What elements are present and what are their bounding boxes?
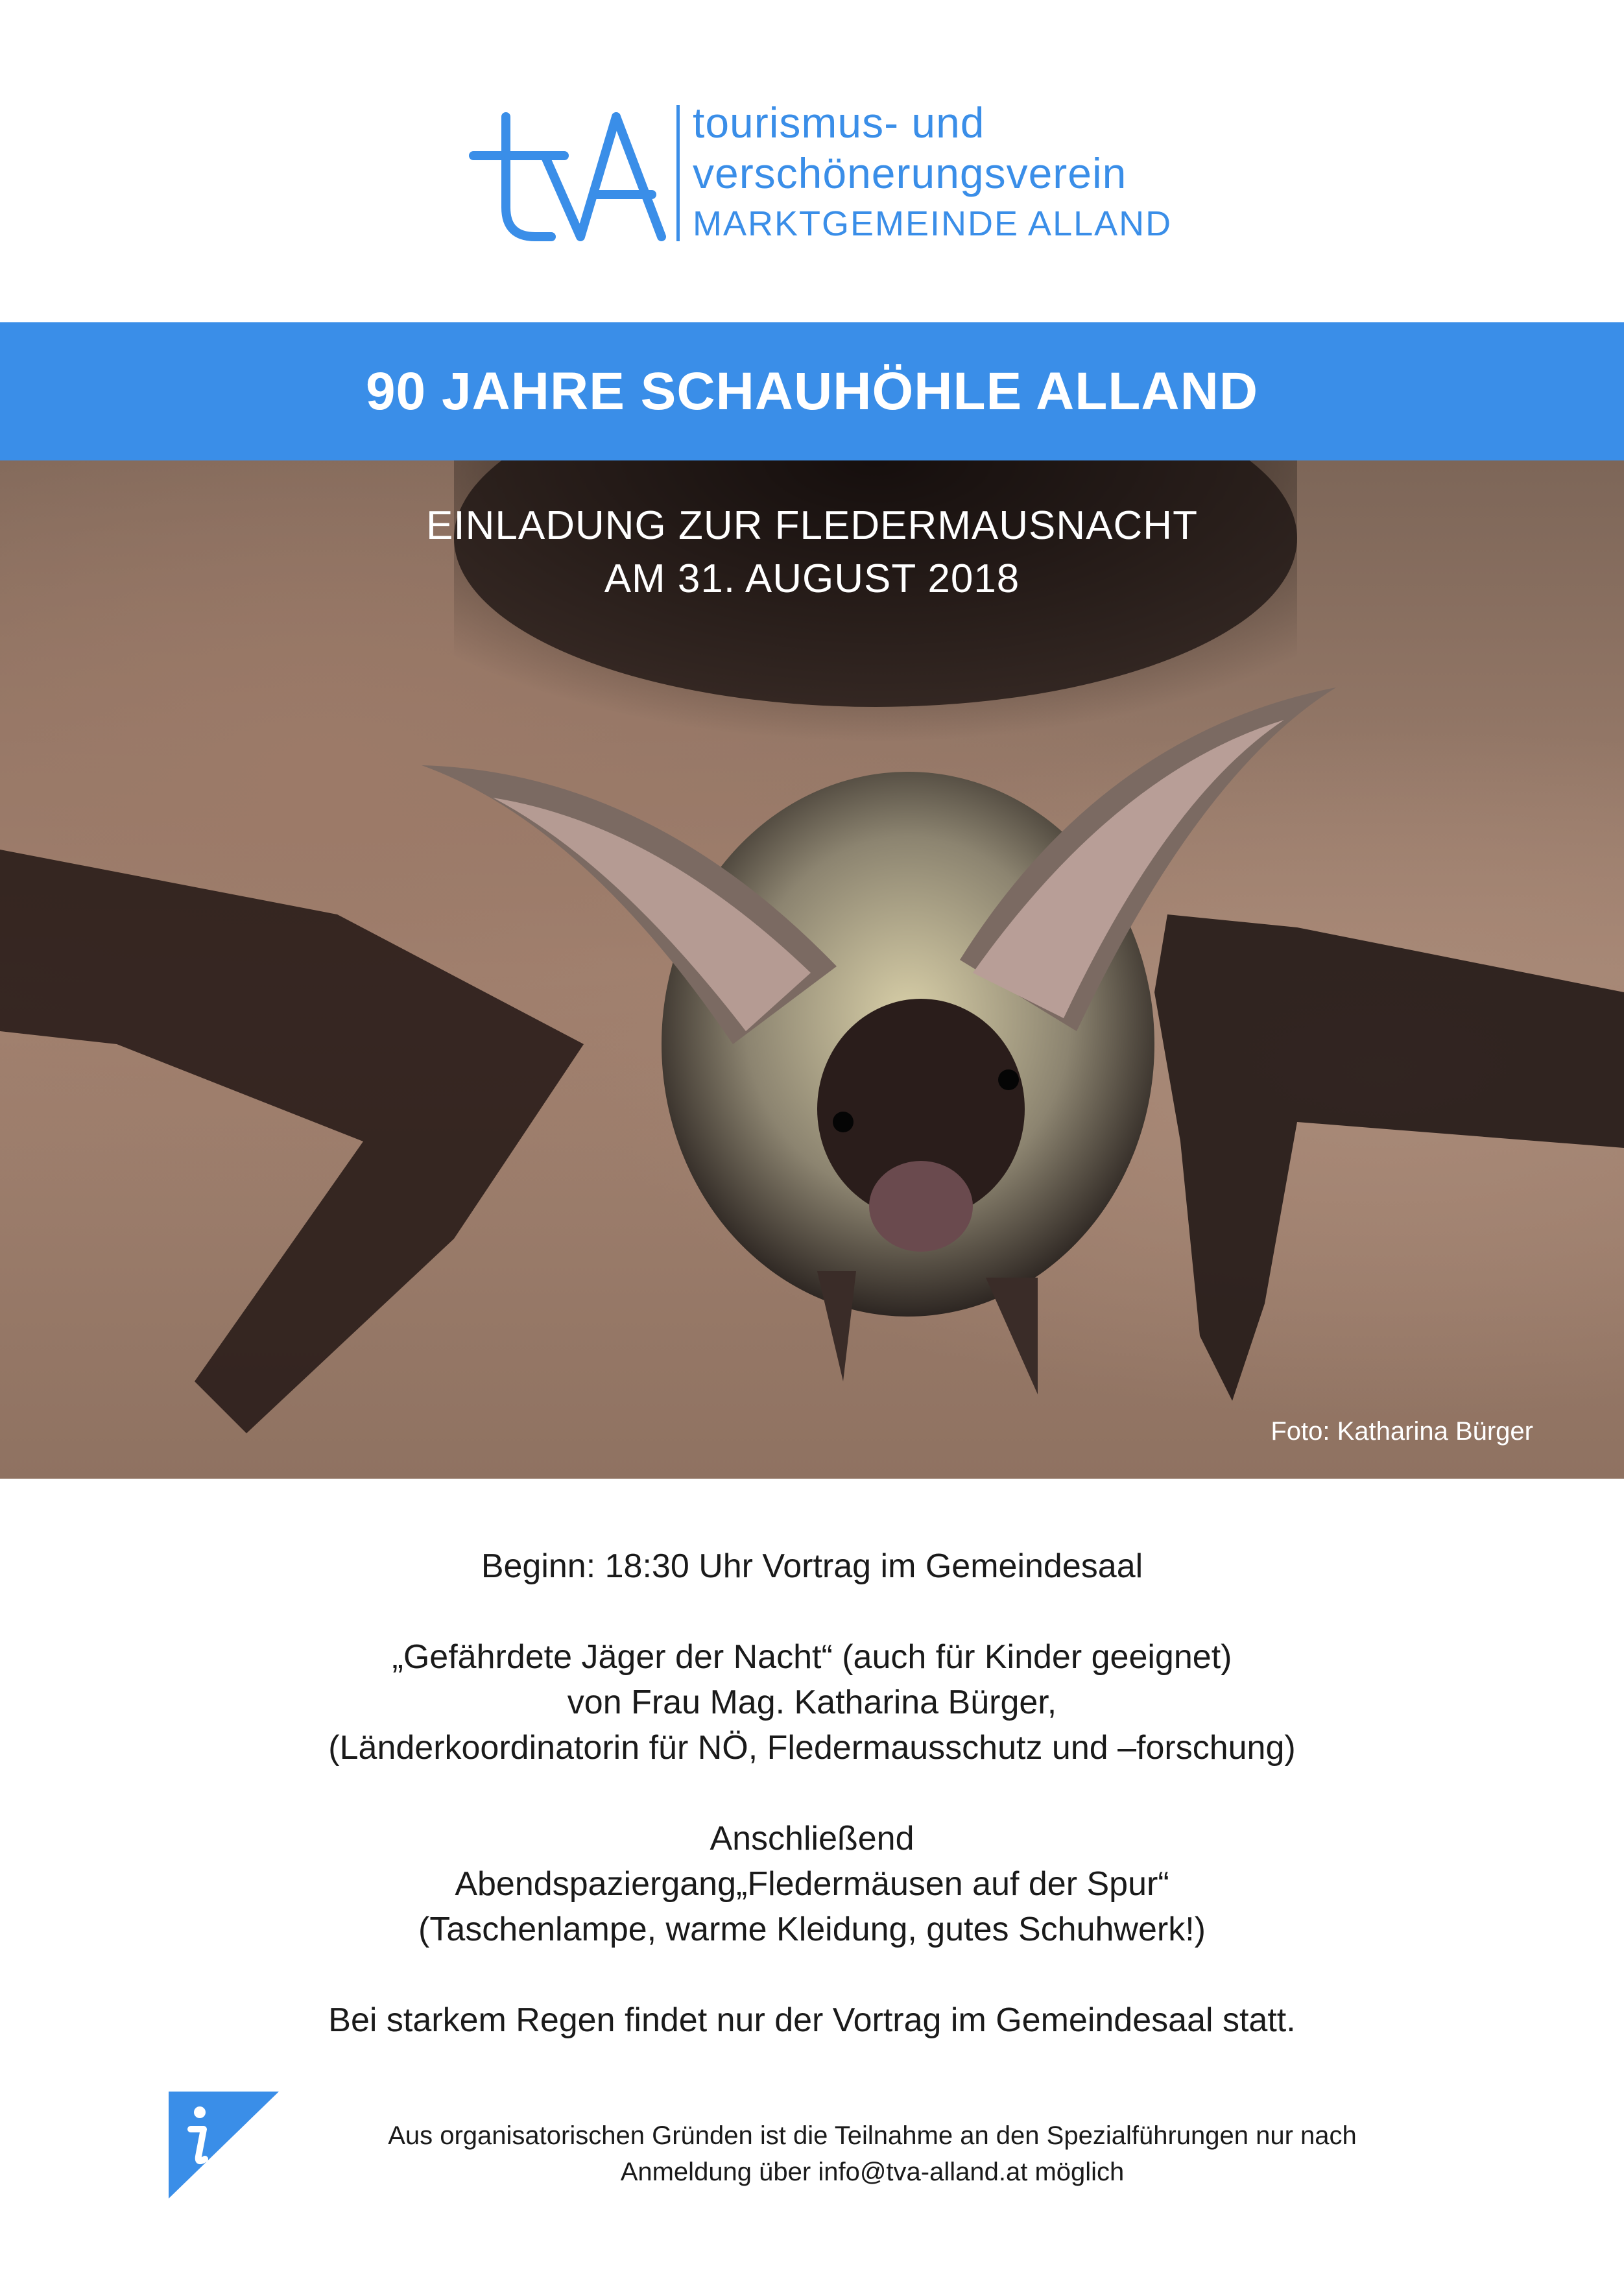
org-municipality: MARKTGEMEINDE ALLAND <box>693 204 1173 243</box>
tva-logo-mark <box>467 104 687 246</box>
photo-credit: Foto: Katharina Bürger <box>1271 1417 1533 1446</box>
invitation-heading <box>0 499 1624 606</box>
rain-note: Bei starkem Regen findet nur der Vortrag im Gemeindesaal statt. <box>328 2001 1296 2039</box>
evening-walk: Abendspaziergang„Fledermäusen auf der Spur“ <box>455 1865 1169 1903</box>
bat-photo <box>0 460 1624 1479</box>
lecturer-name: von Frau Mag. Katharina Bürger, <box>567 1684 1057 1721</box>
org-name-line2: verschönerungsverein <box>693 149 1127 197</box>
registration-text <box>279 2117 1466 2190</box>
registration-note <box>169 2092 1466 2195</box>
lecturer-role: (Länderkoordinatorin für NÖ, Fledermausschutz und –forschung) <box>328 1729 1296 1767</box>
event-details <box>0 1544 1624 2043</box>
invitation-line1: EINLADUNG ZUR FLEDERMAUSNACHT <box>426 503 1198 548</box>
logo-divider <box>676 105 680 241</box>
event-title: 90 JAHRE SCHAUHÖHLE ALLAND <box>365 361 1259 421</box>
header <box>0 0 1624 322</box>
afterwards-label: Anschließend <box>710 1820 914 1857</box>
bat-illustration <box>0 460 1624 1479</box>
organization-name <box>693 97 1172 246</box>
registration-line1: Aus organisatorischen Gründen ist die Teilnahme an den Spezialführungen nur nach <box>388 2121 1357 2150</box>
equipment-note: (Taschenlampe, warme Kleidung, gutes Schuhwerk!) <box>418 1911 1206 1948</box>
lecture-title: „Gefährdete Jäger der Nacht“ (auch für Kinder geeignet) <box>392 1638 1232 1676</box>
invitation-date: AM 31. AUGUST 2018 <box>604 556 1020 601</box>
title-band <box>0 322 1624 460</box>
info-icon <box>169 2092 279 2199</box>
registration-line2: Anmeldung über info@tva-alland.at möglich <box>620 2158 1125 2186</box>
org-name-line1: tourismus- und <box>693 99 985 147</box>
start-time: Beginn: 18:30 Uhr Vortrag im Gemeindesaal <box>481 1547 1143 1585</box>
